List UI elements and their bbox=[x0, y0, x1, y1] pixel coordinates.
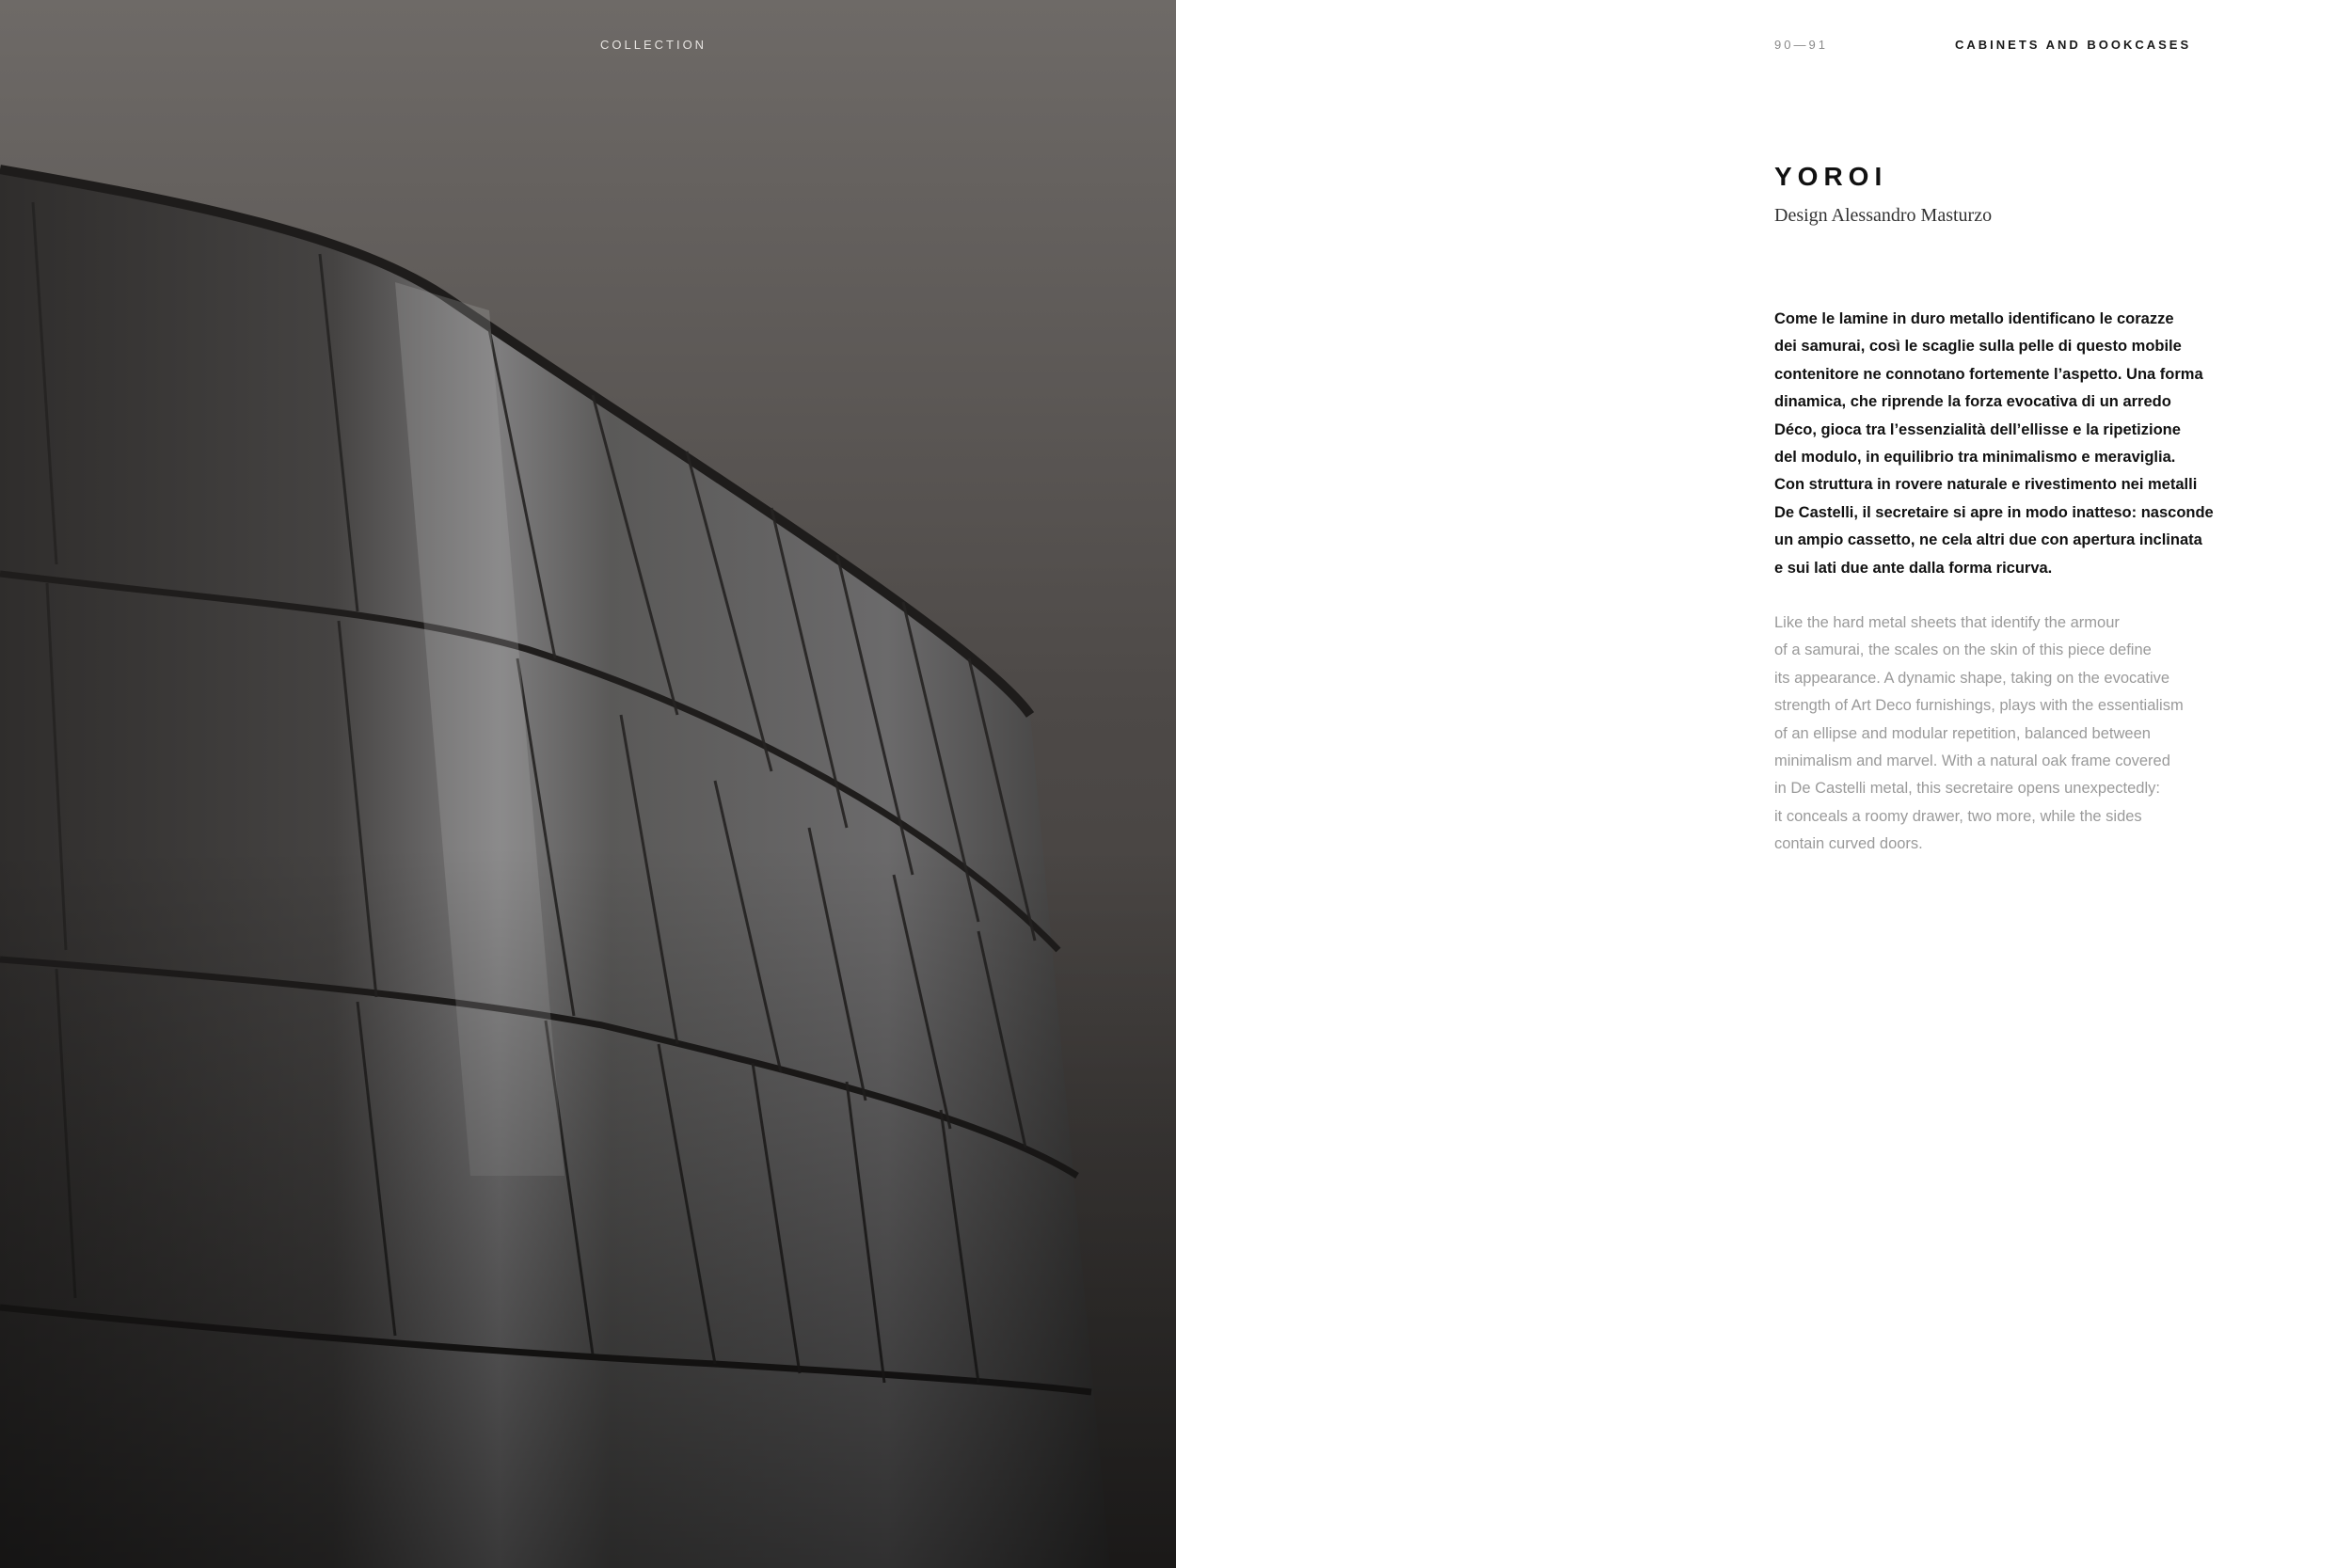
text-line: contenitore ne connotano fortemente l’aspetto. Una forma bbox=[1774, 365, 2203, 383]
designer-credit: Design Alessandro Masturzo bbox=[1774, 205, 1993, 226]
text-line: strength of Art Deco furnishings, plays with the essentialism bbox=[1774, 697, 2184, 715]
text-line: e sui lati due ante dalla forma ricurva. bbox=[1774, 559, 2053, 577]
text-line: dinamica, che riprende la forza evocativa di un arredo bbox=[1774, 393, 2171, 411]
text-line: in De Castelli metal, this secretaire opens unexpectedly: bbox=[1774, 780, 2160, 798]
text-line: of an ellipse and modular repetition, balanced between bbox=[1774, 724, 2151, 742]
text-line: Come le lamine in duro metallo identificano le corazze bbox=[1774, 310, 2174, 327]
section-title: CABINETS AND BOOKCASES bbox=[1955, 38, 2192, 52]
text-line: Like the hard metal sheets that identify the armour bbox=[1774, 614, 2120, 631]
text-line: its appearance. A dynamic shape, taking on the evocative bbox=[1774, 669, 2170, 687]
text-line: un ampio cassetto, ne cela altri due con apertura inclinata bbox=[1774, 531, 2202, 549]
text-line: dei samurai, così le scaglie sulla pelle di questo mobile bbox=[1774, 338, 2182, 356]
product-title: YOROI bbox=[1774, 162, 1888, 191]
description-english bbox=[1774, 610, 2264, 859]
text-line: contain curved doors. bbox=[1774, 835, 1923, 853]
collection-label: COLLECTION bbox=[600, 38, 707, 52]
text-line: it conceals a roomy drawer, two more, while the sides bbox=[1774, 807, 2142, 825]
page-numbers: 90—91 bbox=[1774, 38, 1828, 52]
text-line: of a samurai, the scales on the skin of this piece define bbox=[1774, 641, 2152, 659]
description-italian bbox=[1774, 306, 2264, 582]
text-line: Con struttura in rovere naturale e rivestimento nei metalli bbox=[1774, 476, 2198, 494]
text-line: minimalism and marvel. With a natural oak frame covered bbox=[1774, 752, 2170, 770]
text-line: De Castelli, il secretaire si apre in modo inatteso: nasconde bbox=[1774, 503, 2214, 521]
text-line: del modulo, in equilibrio tra minimalismo e meraviglia. bbox=[1774, 449, 2176, 467]
text-line: Déco, gioca tra l’essenzialità dell’ellisse e la ripetizione bbox=[1774, 420, 2181, 438]
